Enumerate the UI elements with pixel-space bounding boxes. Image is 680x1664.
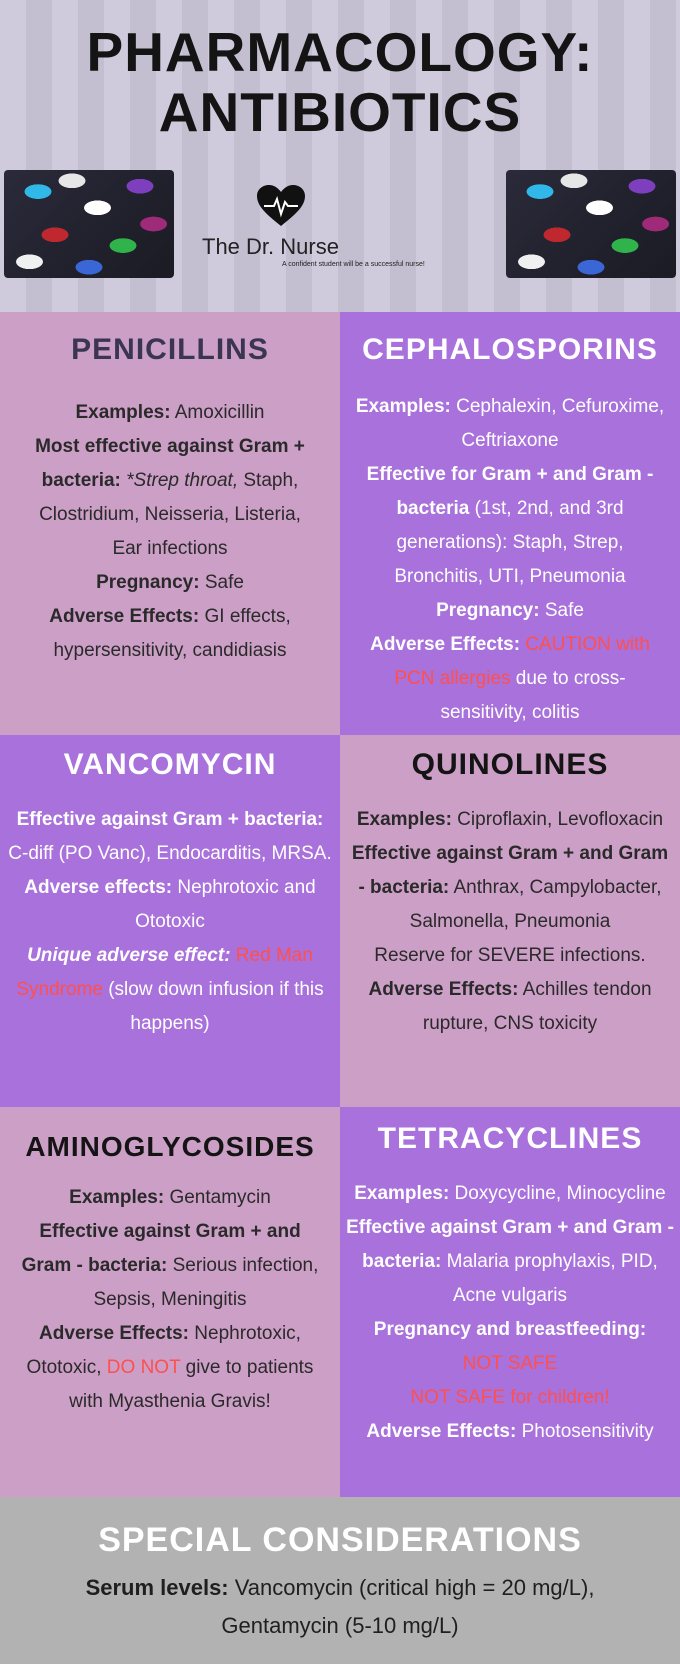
- examples-label: Examples:: [356, 809, 452, 830]
- vancomycin-title: VANCOMYCIN: [63, 748, 277, 781]
- logo-tagline: A confident student will be a successful nurse!: [282, 261, 425, 268]
- effective-label: Most effective against Gram + bacteria:: [35, 436, 305, 491]
- adverse-value: Nephrotoxic and Ototoxic: [135, 877, 316, 932]
- aminoglycosides-title: AMINOGLYCOSIDES: [25, 1131, 315, 1162]
- vancomycin-body: [6, 803, 334, 1041]
- effective-italic: *Strep throat,: [120, 470, 239, 491]
- adverse-value: due to cross-sensitivity, colitis: [440, 668, 626, 723]
- not-safe-warning: NOT SAFE: [462, 1353, 558, 1374]
- pills-image-left: [4, 170, 174, 278]
- adverse-label: Adverse Effects:: [49, 606, 200, 627]
- special-considerations-panel: [0, 1497, 680, 1664]
- do-not-warning: DO NOT: [106, 1357, 181, 1378]
- effective-label: Effective against Gram + and Gram - bacteria:: [351, 843, 669, 898]
- aminoglycosides-panel: [0, 1107, 340, 1497]
- cephalosporins-body: [352, 390, 668, 730]
- vancomycin-panel: [0, 735, 340, 1107]
- quinolines-body: [348, 803, 672, 1041]
- examples-label: Examples:: [69, 1187, 165, 1208]
- pregnancy-label: Pregnancy:: [436, 600, 540, 621]
- unique-label: Unique adverse effect:: [27, 945, 231, 966]
- pregnancy-label: Pregnancy:: [96, 572, 200, 593]
- header: [0, 0, 680, 312]
- serum-value: Vancomycin (critical high = 20 mg/L), Gentamycin (5-10 mg/L): [221, 1575, 595, 1638]
- effective-label: Effective against Gram + and Gram - bacteria:: [21, 1221, 301, 1276]
- penicillins-panel: [0, 312, 340, 735]
- effective-value: Anthrax, Campylobacter, Salmonella, Pneumonia: [409, 877, 662, 932]
- penicillins-body: [22, 396, 318, 668]
- adverse-value: Photosensitivity: [516, 1421, 654, 1442]
- adverse-value: GI effects, hypersensitivity, candidiasis: [53, 606, 291, 661]
- quinolines-title: QUINOLINES: [411, 748, 609, 781]
- not-safe-children-warning: NOT SAFE for children!: [410, 1387, 610, 1408]
- pills-image-right: [506, 170, 676, 278]
- serum-label: Serum levels:: [85, 1575, 229, 1600]
- effective-label: Effective against Gram + and Gram - bacteria:: [346, 1217, 674, 1272]
- adverse-label: Adverse Effects:: [368, 979, 519, 1000]
- adverse-label: Adverse effects:: [24, 877, 173, 898]
- effective-label: Effective against Gram + bacteria:: [16, 809, 324, 830]
- cephalosporins-title: CEPHALOSPORINS: [362, 333, 658, 366]
- special-body: [0, 1569, 680, 1645]
- examples-label: Examples:: [75, 402, 171, 423]
- adverse-label: Adverse Effects:: [366, 1421, 517, 1442]
- logo-name: The Dr. Nurse: [202, 234, 339, 259]
- adverse-value: Achilles tendon rupture, CNS toxicity: [422, 979, 652, 1034]
- effective-label: Effective for Gram + and Gram - bacteria: [366, 464, 654, 519]
- aminoglycosides-body: [20, 1181, 320, 1419]
- heart-icon: [256, 184, 306, 228]
- title-line-2: ANTIBIOTICS: [158, 81, 522, 143]
- effective-value: Malaria prophylaxis, PID, Acne vulgaris: [441, 1251, 658, 1306]
- tetracyclines-body: [344, 1177, 676, 1449]
- examples-value: Amoxicillin: [170, 402, 265, 423]
- effective-value: Staph, Clostridium, Neisseria, Listeria, Ear infections: [39, 470, 301, 559]
- logo: [190, 178, 490, 278]
- special-title: SPECIAL CONSIDERATIONS: [98, 1521, 582, 1559]
- unique-value: (slow down infusion if this happens): [102, 979, 324, 1034]
- examples-value: Ciproflaxin, Levofloxacin: [451, 809, 664, 830]
- reserve-note: Reserve for SEVERE infections.: [374, 945, 646, 966]
- pregnancy-label: Pregnancy and breastfeeding:: [373, 1319, 647, 1340]
- adverse-value: Nephrotoxic, Ototoxic,: [26, 1323, 301, 1378]
- red-man-warning: Red Man Syndrome: [16, 945, 313, 1000]
- examples-label: Examples:: [355, 396, 451, 417]
- examples-label: Examples:: [354, 1183, 450, 1204]
- page-title: [0, 22, 680, 142]
- penicillins-title: PENICILLINS: [71, 333, 269, 366]
- examples-value: Cephalexin, Cefuroxime, Ceftriaxone: [450, 396, 665, 451]
- effective-value: Serious infection, Sepsis, Meningitis: [93, 1255, 319, 1310]
- examples-value: Gentamycin: [164, 1187, 271, 1208]
- pregnancy-value: Safe: [539, 600, 584, 621]
- cephalosporins-panel: [340, 312, 680, 735]
- quinolines-panel: [340, 735, 680, 1107]
- pregnancy-value: Safe: [199, 572, 244, 593]
- adverse-label: Adverse Effects:: [370, 634, 521, 655]
- tetracyclines-panel: [340, 1107, 680, 1497]
- tetracyclines-title: TETRACYCLINES: [377, 1122, 643, 1155]
- adverse-label: Adverse Effects:: [39, 1323, 189, 1344]
- title-line-1: PHARMACOLOGY:: [86, 21, 594, 83]
- adverse-rest: give to patients with Myasthenia Gravis!: [69, 1357, 314, 1412]
- effective-value: (1st, 2nd, and 3rd generations): Staph, Strep, Bronchitis, UTI, Pneumonia: [394, 498, 626, 587]
- caution-warning: CAUTION with PCN allergies: [394, 634, 650, 689]
- effective-value: C-diff (PO Vanc), Endocarditis, MRSA.: [8, 843, 332, 864]
- examples-value: Doxycycline, Minocycline: [449, 1183, 666, 1204]
